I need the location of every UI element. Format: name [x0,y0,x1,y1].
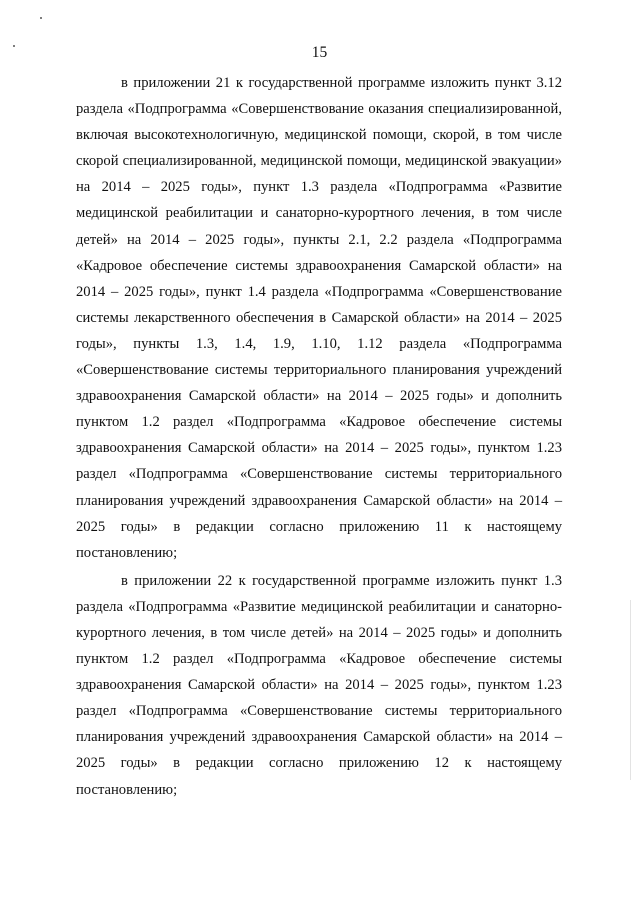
scan-edge-line [630,600,631,780]
scan-speck [40,17,42,19]
page-number: 15 [311,44,328,61]
paragraph-appendix-22: в приложении 22 к государственной программе изложить пункт 1.3 раздела «Подпрограмма «Развитие медицинской реабилитации и санаторно-курортного лечения, в том числе детей» на 2014 – 2025 годы» и дополнить пунктом 1.2 раздел «Подпрограмма «Кадровое обеспечение системы здравоохранения Самарской области» на 2014 – 2025 годы», пунктом 1.23 раздел «Подпрограмма «Совершенствование системы территориального планирования учреждений здравоохранения Самарской области» на 2014 – 2025 годы» в редакции согласно приложению 12 к настоящему постановлению; [76,572,562,798]
document-body [76,70,562,803]
paragraph-appendix-21: в приложении 21 к государственной программе изложить пункт 3.12 раздела «Подпрограмма «Совершенствование оказания специализированной, включая высокотехнологичную, медицинской помощи, скорой, в том числе скорой специализированной, медицинской помощи, медицинской эвакуации» на 2014 – 2025 годы», пункт 1.3 раздела «Подпрограмма «Развитие медицинской реабилитации и санаторно-курортного лечения, в том числе детей» на 2014 – 2025 годы», пункты 2.1, 2.2 раздела «Подпрограмма «Кадровое обеспечение системы здравоохранения Самарской области» на 2014 – 2025 годы», пункт 1.4 раздела «Подпрограмма «Совершенствование системы лекарственного обеспечения в Самарской области» на 2014 – 2025 годы», пункты 1.3, 1.4, 1.9, 1.10, 1.12 раздела «Подпрограмма «Совершенствование системы территориального планирования учреждений здравоохранения Самарской области» на 2014 – 2025 годы» и дополнить пунктом 1.2 раздел «Подпрограмма «Кадровое обеспечение системы здравоохранения Самарской области» на 2014 – 2025 годы», пунктом 1.23 раздел «Подпрограмма «Совершенствование системы территориального планирования учреждений здравоохранения Самарской области» на 2014 – 2025 годы» в редакции согласно приложению 11 к настоящему постановлению; [76,75,562,561]
